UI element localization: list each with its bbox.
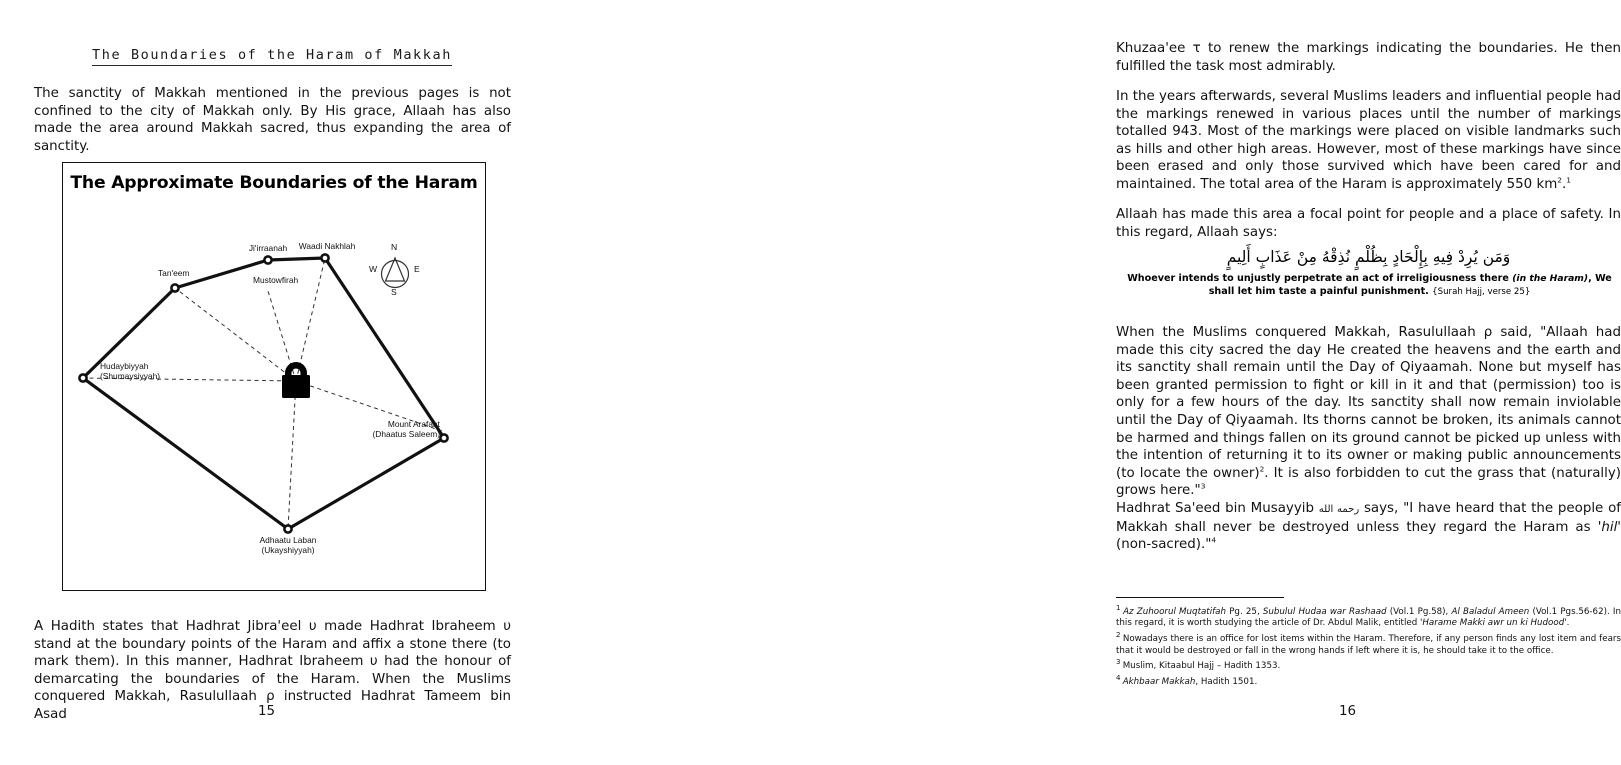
compass-south-label: S xyxy=(391,287,397,297)
compass-east-label: E xyxy=(414,264,420,274)
footnote-text-run: Akhbaar Makkah xyxy=(1122,676,1196,687)
right-paragraph-5-a: Hadhrat Sa'eed bin Musayyib xyxy=(1116,501,1314,516)
map-label-adhaatu-laban xyxy=(241,535,335,555)
dash-to-taneem xyxy=(175,288,296,381)
map-label-mount-arafaat-line2: (Dhaatus Saleem) xyxy=(372,429,440,439)
map-label-mount-arafaat xyxy=(343,419,440,439)
right-paragraph-2 xyxy=(1116,88,1621,194)
footnote-ref-2: 2 xyxy=(1259,464,1265,474)
dash-to-adhaatu-laban xyxy=(288,381,296,529)
footnote-item xyxy=(1116,673,1621,688)
right-paragraph-3: Allaah has made this area a focal point for people and a place of safety. In this regard, Allaah says: xyxy=(1116,207,1621,240)
haram-boundary-polygon xyxy=(83,258,444,529)
footnote-ref-1: 1 xyxy=(1566,175,1571,185)
footnote-number: 3 xyxy=(1116,658,1123,667)
footnote-text-run: Pg. 25, xyxy=(1226,606,1263,617)
radial-dashed-lines xyxy=(83,258,442,529)
map-label-mount-arafaat-line1: Mount Arafaat xyxy=(387,419,440,429)
footnote-text-run: , Hadith 1501. xyxy=(1195,676,1258,687)
footnote-item xyxy=(1116,657,1621,672)
km-squared-exponent: 2 xyxy=(1557,175,1562,185)
footnote-text-run: Az Zuhoorul Muqtatifah xyxy=(1123,606,1227,617)
intro-paragraph: The sanctity of Makkah mentioned in the previous pages is not confined to the city of Makkah only. By His grace, Allaah has also made the area around Makkah sacred, thus expanding the area of sanctity. xyxy=(34,86,511,154)
hadith-paragraph: A Hadith states that Hadhrat Jibra'eel υ made Hadhrat Ibraheem υ stand at the boundary points of the Haram and affix a stone there (to mark them). In this manner, Hadhrat Ibraheem υ had the honour of demarcating the boundaries of the Haram. When the Muslims conquered Makkah, Rasulullaah ρ instructed Hadhrat Tameem bin Asad xyxy=(34,619,511,722)
map-label-waadi-nakhlah: Waadi Nakhlah xyxy=(298,241,356,251)
right-paragraph-5-italic: 'hil' xyxy=(1597,519,1621,535)
chapter-title xyxy=(34,47,510,66)
node-adhaatu-laban xyxy=(284,525,291,532)
footnote-item xyxy=(1116,603,1621,630)
footnote-text-run: Subulul Hudaa war Rashaad xyxy=(1262,606,1387,617)
verse-translation-b: , We shall let him taste a painful punishment. xyxy=(1208,273,1612,298)
right-page xyxy=(543,0,1621,765)
quran-verse-translation xyxy=(1122,272,1617,300)
footnote-ref-4: 4 xyxy=(1211,535,1217,545)
right-paragraph-2-tail: . xyxy=(1561,176,1567,192)
footnote-item xyxy=(1116,630,1621,657)
footnote-separator-rule xyxy=(1116,597,1284,598)
map-label-adhaatu-laban-line2: (Ukayshiyyah) xyxy=(261,545,315,555)
node-mount-arafaat xyxy=(440,434,447,441)
map-label-taneem: Tan'eem xyxy=(158,268,190,278)
right-paragraph-4 xyxy=(1116,324,1621,500)
map-label-adhaatu-laban-line1: Adhaatu Laban xyxy=(259,535,317,545)
compass-west-label: W xyxy=(369,264,378,274)
verse-translation-parenthetical: (in the Haram) xyxy=(1512,273,1589,284)
verse-reference: {Surah Hajj, verse 25} xyxy=(1432,287,1531,298)
footnotes-block xyxy=(1116,603,1621,688)
quran-verse-arabic: وَمَن يُرِدْ فِيهِ بِإِلْحَادٍ بِظُلْمٍ نُذِقْهُ مِنْ عَذَابٍ أَلِيمٍ xyxy=(1226,248,1511,266)
right-paragraph-5-b: says, "I have heard that the people of Makkah shall never be destroyed unless they regard the Haram as xyxy=(1116,501,1621,535)
node-waadi-nakhlah xyxy=(321,254,328,261)
honorific-arabic: رحمه الله xyxy=(1318,504,1360,515)
compass-north-label: N xyxy=(391,242,398,252)
footnote-number: 2 xyxy=(1116,631,1123,640)
footnote-text-run: Al Baladul Ameen xyxy=(1451,606,1530,617)
chapter-title-text: The Boundaries of the Haram of Makkah xyxy=(92,47,452,66)
map-label-hudaybiyyah-line2: (Shumaysiyyah) xyxy=(100,371,161,381)
node-hudaybiyyah xyxy=(79,374,86,381)
dash-to-waadi-nakhlah xyxy=(296,258,325,381)
map-label-mustowfirah: Mustowfirah xyxy=(253,275,299,285)
right-paragraph-1: Khuzaa'ee τ to renew the markings indicating the boundaries. He then fulfilled the task most admirably. xyxy=(1116,41,1621,74)
right-paragraph-5-c: (non-sacred)." xyxy=(1116,537,1212,553)
map-label-jiirraanah: Ji'irraanah xyxy=(248,243,288,253)
map-label-hudaybiyyah-line1: Hudaybiyyah xyxy=(100,361,149,371)
compass-rose-icon xyxy=(382,258,409,288)
figure-title: The Approximate Boundaries of the Haram xyxy=(70,173,478,193)
right-paragraph-4-b: . It is also forbidden to cut the grass that (naturally) grows here." xyxy=(1116,465,1621,499)
haram-boundaries-figure xyxy=(62,162,486,591)
footnote-text-run: Muslim, Kitaabul Hajj – Hadith 1353. xyxy=(1122,661,1281,672)
footnote-number: 4 xyxy=(1116,673,1123,682)
map-label-hudaybiyyah xyxy=(100,361,160,381)
right-paragraph-5 xyxy=(1116,500,1621,554)
kaaba-padlock-icon xyxy=(282,362,310,398)
right-paragraph-4-a: When the Muslims conquered Makkah, Rasulullaah ρ said, "Allaah had made this city sacred the day He created the heavens and the earth and its sanctity shall remain until the Day of Qiyaamah. None but myself has been granted permission to fight or kill in it and that (permission) too is only for a few hours of the day. Its sanctity shall now remain inviolable until the Day of Qiyaamah. Its thorns cannot be broken, its animals cannot be harmed and things fallen on its ground cannot be picked up unless with the intention of returning it to its owner or making public announcements (to locate the owner) xyxy=(1116,325,1621,481)
right-paragraph-2-text: In the years afterwards, several Muslims leaders and influential people had the markings renewed in various places until the number of markings totalled 943. Most of the markings were placed on visible landmarks such as hills and other high areas. However, most of these markings have since been erased and only those survived which have been cared for and maintained. The total area of the Haram is approximately 550 km xyxy=(1116,89,1621,192)
node-taneem xyxy=(171,284,178,291)
footnote-text-run: . xyxy=(1566,618,1570,629)
footnote-text-run: (Vol.1 Pg.58), xyxy=(1386,606,1452,617)
page-number-left: 15 xyxy=(258,704,276,719)
left-page xyxy=(0,0,543,765)
footnote-text-run: 'Harame Makki awr un ki Hudood' xyxy=(1420,618,1567,629)
verse-translation-a: Whoever intends to unjustly perpetrate an act of irreligiousness there xyxy=(1127,273,1509,284)
footnote-number: 1 xyxy=(1116,604,1124,612)
footnote-ref-3: 3 xyxy=(1200,481,1206,491)
node-jiirraanah xyxy=(264,256,271,263)
page-number-right: 16 xyxy=(1339,704,1357,719)
footnote-text-run: Nowadays there is an office for lost items within the Haram. Therefore, if any person finds any lost item and fears that it would be destroyed or fall in the wrong hands if left where it is, he should take it to the office. xyxy=(1116,633,1621,656)
footnote-text-run: (Vol.1 Pgs.56-62). In this regard, it is worth studying the article of Dr. Abdul Malik, entitled xyxy=(1116,606,1621,629)
